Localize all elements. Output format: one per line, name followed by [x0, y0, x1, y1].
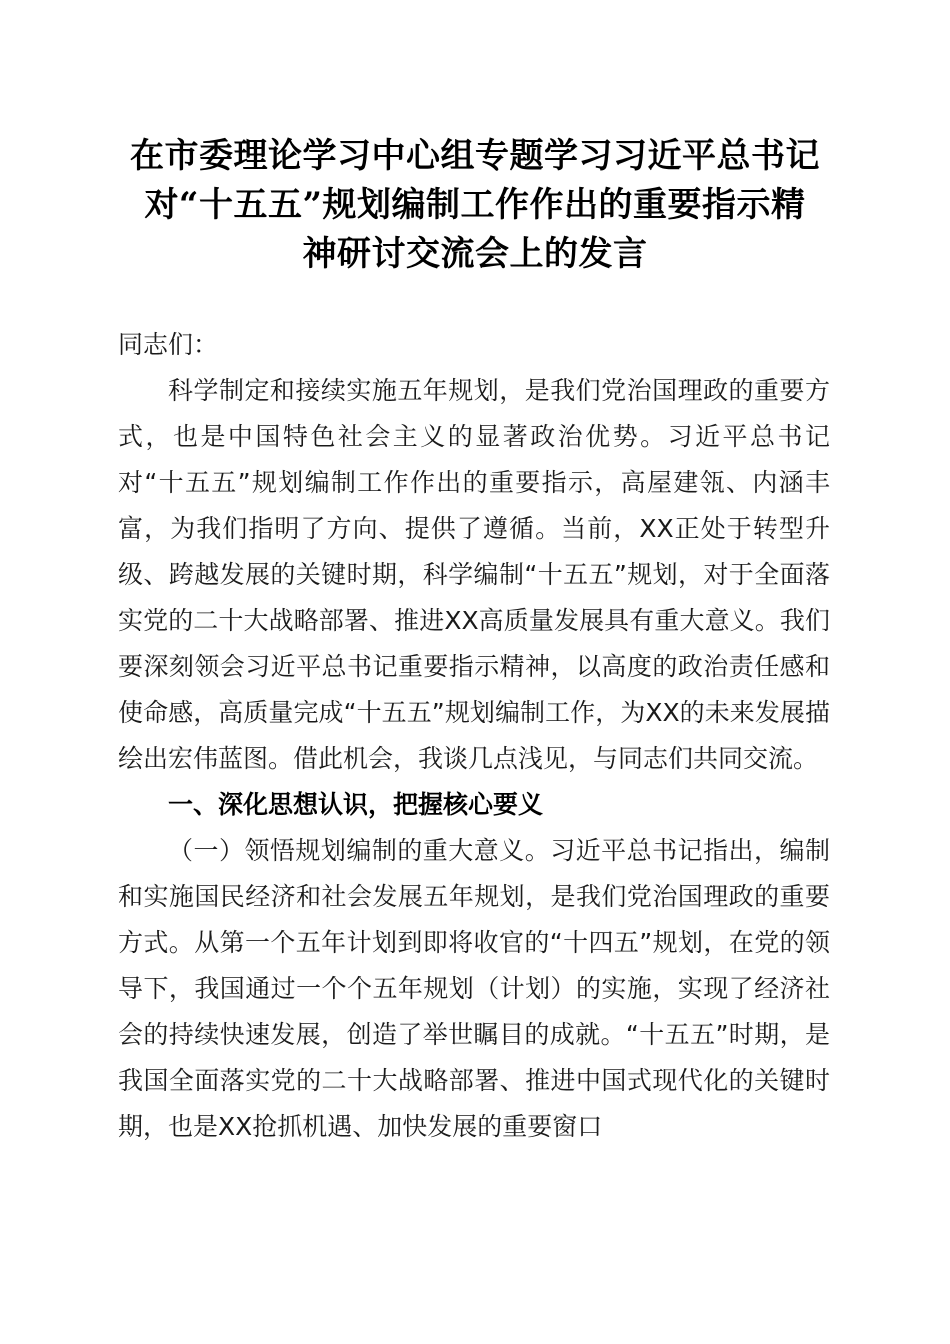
title-line-3: 神研讨交流会上的发言: [302, 234, 648, 274]
document-title: [110, 132, 840, 279]
body-paragraph: （一）领悟规划编制的重大意义。习近平总书记指出，编制和实施国民经济和社会发展五年规划，是我们党治国理政的重要方式。从第一个五年计划到即将收官的“十四五”规划，在党的领导下，我国通过一个个五年规划（计划）的实施，实现了经济社会的持续快速发展，创造了举世瞩目的成就。“十五五”时期，是我国全面落实党的二十大战略部署、推进中国式现代化的关键时期，也是XX抢抓机遇、加快发展的重要窗口: [118, 836, 830, 1141]
intro-paragraph: 科学制定和接续实施五年规划，是我们党治国理政的重要方式，也是中国特色社会主义的显著政治优势。习近平总书记对“十五五”规划编制工作作出的重要指示，高屋建瓴、内涵丰富，为我们指明了方向、提供了遵循。当前，XX正处于转型升级、跨越发展的关键时期，科学编制“十五五”规划，对于全面落实党的二十大战略部署、推进XX高质量发展具有重大意义。我们要深刻领会习近平总书记重要指示精神，以高度的政治责任感和使命感，高质量完成“十五五”规划编制工作，为XX的未来发展描绘出宏伟蓝图。借此机会，我谈几点浅见，与同志们共同交流。: [118, 376, 830, 773]
document-body: [118, 322, 830, 1150]
title-line-2: 对“十五五”规划编制工作作出的重要指示精: [144, 185, 806, 225]
section-heading: 一、深化思想认识，把握核心要义: [168, 790, 544, 819]
title-line-1: 在市委理论学习中心组专题学习习近平总书记: [130, 136, 820, 176]
salutation: 同志们：: [118, 330, 219, 359]
